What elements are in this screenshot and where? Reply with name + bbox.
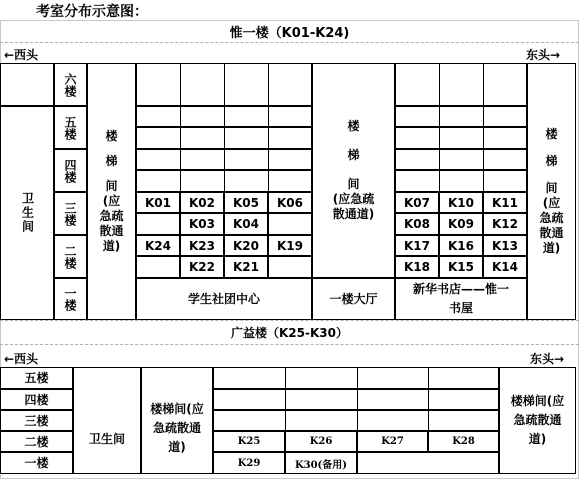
floor-label: 一楼 (63, 287, 77, 311)
stairwell-text: 道) (528, 432, 547, 446)
room-cell (395, 213, 439, 235)
stairwell-text: 散通道) (332, 207, 375, 221)
bookstore-text: 新华书店——惟一 (412, 282, 509, 296)
room-cell (136, 192, 180, 213)
room-cell (428, 431, 499, 452)
room-cell (483, 213, 527, 235)
room-cell (483, 256, 527, 278)
room-cell (224, 192, 268, 213)
room-label: K30(备用) (294, 459, 348, 471)
floor-label: 五楼 (63, 115, 77, 140)
building1-toilet-top (0, 63, 54, 106)
room-label: K17 (404, 238, 430, 253)
building2-east-text: 东头→ (530, 352, 565, 366)
stairwell-text: 急疏散通 (152, 421, 201, 435)
building1-left-stairwell (87, 63, 136, 320)
stairwell-text: 楼梯间(应 (150, 402, 204, 416)
room-label: K28 (452, 436, 475, 447)
room-label: K29 (237, 457, 261, 469)
stairwell-text: 梯 (347, 148, 360, 162)
building2-floor-3 (0, 410, 73, 431)
stairwell-text: 梯 (105, 154, 118, 168)
room-cell (180, 256, 224, 278)
room-cell (224, 235, 268, 256)
bookstore (395, 278, 527, 320)
floor-label: 五楼 (24, 371, 49, 385)
building1-floor-1 (54, 278, 87, 320)
room-cell (439, 213, 483, 235)
floor-label: 四楼 (24, 392, 49, 407)
room-label: K26 (309, 436, 333, 447)
floor-label: 三楼 (63, 201, 77, 226)
building2-floor-4 (0, 389, 73, 410)
student-club-center (136, 278, 312, 320)
room-cell (268, 256, 312, 278)
stairwell-text: 道) (168, 440, 186, 454)
stairwell-text: 间 (347, 177, 360, 191)
building1-toilet (0, 106, 54, 320)
building2-toilet (73, 367, 141, 474)
document-title (36, 1, 148, 19)
lobby-text: 一楼大厅 (329, 292, 378, 306)
building1-west-label (4, 44, 38, 63)
room-label: K14 (492, 260, 518, 274)
room-cell (213, 452, 285, 474)
room-label: K20 (233, 238, 259, 253)
building2-right-stairwell (499, 367, 576, 474)
building1-west-text: ←西头 (4, 48, 39, 62)
stairwell-text: 道) (542, 241, 561, 255)
room-cell (395, 192, 439, 213)
stairwell-text: 楼梯间(应 (510, 394, 565, 408)
bookstore-text: 书屋 (448, 301, 473, 315)
room-cell (136, 256, 180, 278)
building1-floor-2 (54, 235, 87, 278)
room-label: K15 (448, 260, 474, 274)
floor-label: 六楼 (63, 72, 77, 97)
building2-title (0, 322, 579, 342)
stairwell-text: 间 (105, 179, 118, 193)
b1-right-row-4b (395, 170, 527, 192)
room-cell (268, 213, 312, 235)
room-cell (439, 235, 483, 256)
b2-row-1-empty (357, 452, 499, 474)
first-floor-lobby (312, 278, 395, 320)
room-label: K18 (404, 260, 430, 274)
room-cell (224, 256, 268, 278)
floor-label: 三楼 (24, 413, 49, 428)
room-cell (285, 431, 357, 452)
b2-row-5 (213, 367, 499, 389)
room-label: K22 (189, 260, 215, 274)
stairwell-text: 散通 (539, 226, 564, 240)
stairwell-text: 急疏 (99, 209, 124, 223)
student-club-center-text: 学生社团中心 (187, 292, 260, 306)
stairwell-text: (应急疏 (332, 192, 375, 206)
room-label: K07 (404, 195, 430, 210)
stairwell-text: 急疏 (539, 211, 564, 225)
building2-floor-1 (0, 452, 73, 474)
room-cell (136, 235, 180, 256)
building1-toilet-text: 卫生间 (20, 192, 35, 234)
building1-right-stairwell (527, 63, 576, 320)
room-label: K27 (381, 436, 404, 447)
room-label: K04 (233, 217, 259, 231)
building2-east-label (530, 348, 564, 367)
room-cell (357, 431, 428, 452)
stairwell-text: 楼 (347, 119, 360, 133)
stairwell-text: 散通 (99, 224, 124, 238)
room-label: K11 (492, 195, 518, 210)
building1-floor-3 (54, 192, 87, 235)
building2-floor-5 (0, 367, 73, 389)
room-label: K13 (492, 238, 518, 253)
floor-label: 二楼 (63, 244, 77, 269)
room-label: K01 (145, 195, 171, 210)
b1-right-row-5b (395, 127, 527, 149)
stairwell-text: 梯 (545, 154, 558, 168)
room-label: K19 (277, 238, 303, 253)
building1-title (0, 20, 579, 42)
room-cell (483, 235, 527, 256)
room-cell (213, 431, 285, 452)
room-label: K09 (448, 217, 474, 231)
b1-right-row-5a (395, 106, 527, 127)
building2-west-text: ←西头 (4, 352, 39, 366)
room-label: K21 (233, 260, 259, 274)
room-label: K02 (189, 195, 215, 210)
room-label: K23 (189, 238, 215, 253)
building2-west-label (4, 348, 38, 367)
room-label: K24 (145, 238, 171, 253)
room-label: K12 (492, 217, 518, 231)
room-label: K25 (237, 436, 261, 447)
stairwell-text: 道) (102, 239, 121, 253)
b1-right-row-6 (395, 63, 527, 106)
stairwell-text: 楼 (105, 129, 118, 143)
building1-east-text: 东头→ (526, 48, 561, 62)
building1-floor-5 (54, 106, 87, 149)
building2-floor-2 (0, 431, 73, 452)
room-cell (180, 213, 224, 235)
room-cell (395, 256, 439, 278)
stairwell-text: (应 (102, 194, 121, 208)
document-title-text: 考室分布示意图： (36, 4, 148, 20)
floor-label: 四楼 (63, 158, 77, 183)
floor-label: 一楼 (24, 456, 49, 470)
room-cell (439, 192, 483, 213)
building2-toilet-text: 卫生间 (88, 431, 125, 446)
stairwell-text: 急疏散通 (513, 413, 562, 427)
b2-row-3 (213, 410, 499, 431)
stairwell-text: 间 (545, 181, 558, 195)
room-cell (285, 452, 357, 474)
room-cell (483, 192, 527, 213)
room-cell (395, 235, 439, 256)
building1-middle-stairwell (312, 63, 395, 278)
room-label: K16 (448, 238, 474, 253)
room-label: K05 (233, 195, 259, 210)
b1-right-row-4a (395, 149, 527, 170)
room-label: K06 (277, 195, 303, 210)
room-label: K08 (404, 217, 430, 231)
b2-row-4 (213, 389, 499, 410)
room-cell (136, 213, 180, 235)
room-cell (224, 213, 268, 235)
room-cell (180, 192, 224, 213)
room-cell (439, 256, 483, 278)
building2-left-stairwell (141, 367, 213, 474)
building1-title-text: 惟一楼（K01-K24) (229, 25, 350, 41)
stairwell-text: 楼 (545, 127, 558, 141)
building1-floor-4 (54, 149, 87, 192)
room-cell (180, 235, 224, 256)
building2-title-text: 广益楼（K25-K30） (231, 325, 348, 340)
room-label: K03 (189, 217, 215, 231)
building1-east-label (526, 44, 560, 63)
stairwell-text: (应 (542, 196, 561, 210)
room-label: K10 (448, 195, 474, 210)
room-cell (268, 192, 312, 213)
building1-floor-6 (54, 63, 87, 106)
room-cell (268, 235, 312, 256)
floor-label: 二楼 (24, 434, 49, 449)
